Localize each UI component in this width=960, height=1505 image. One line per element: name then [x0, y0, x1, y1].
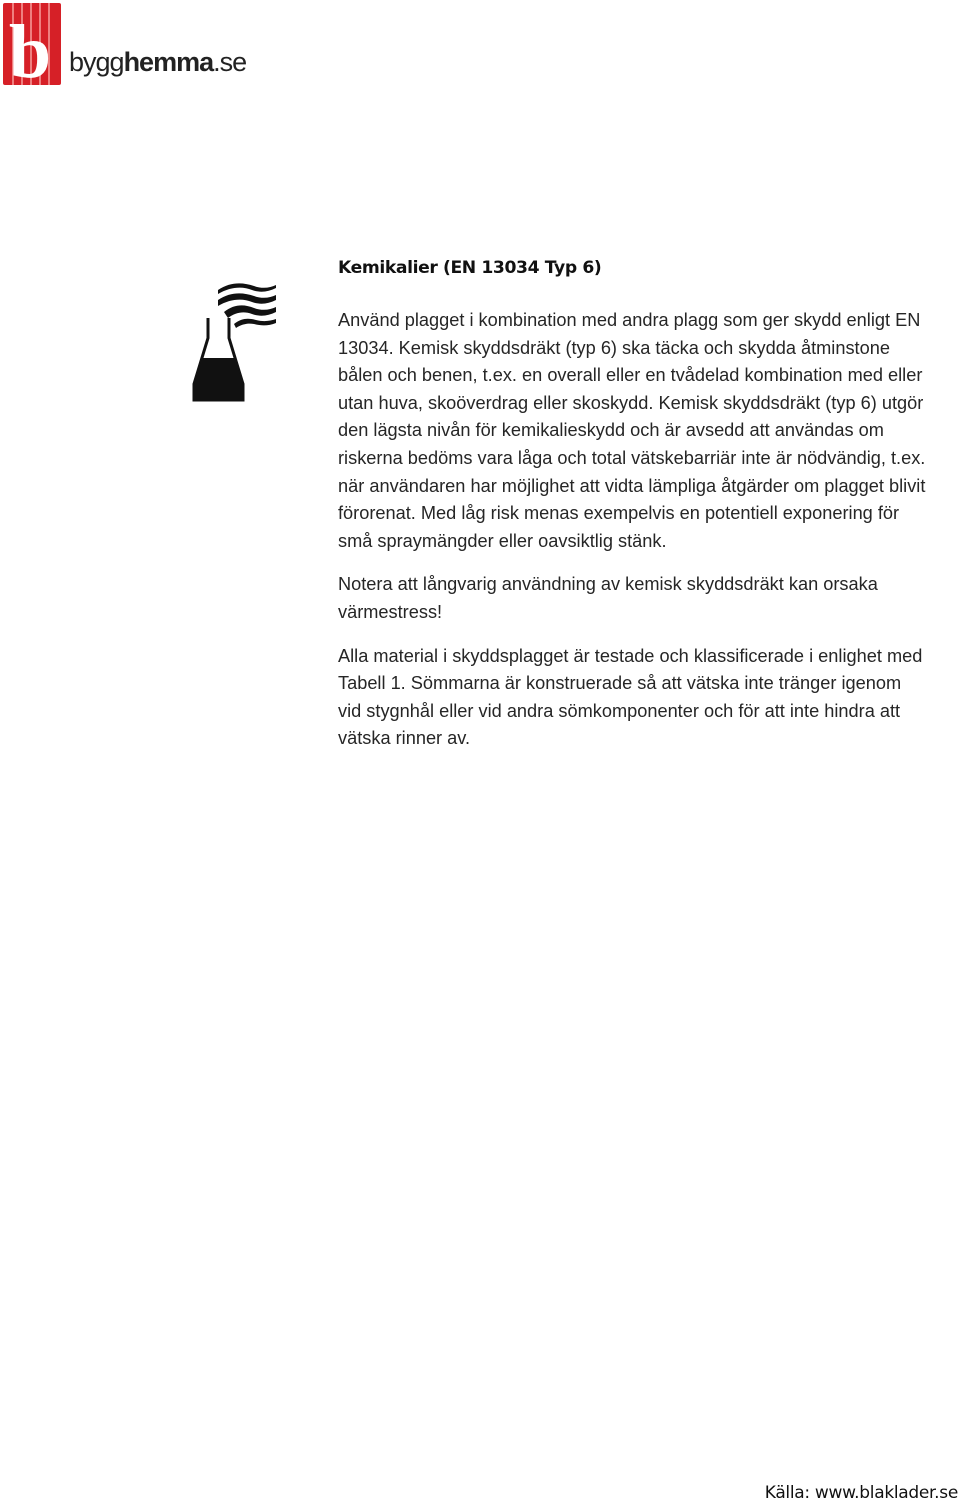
logo-wordmark-bold: hemma [123, 47, 214, 77]
document-body [338, 255, 960, 769]
source-citation: Källa: www.blaklader.se [764, 1483, 958, 1503]
paragraph-materials: Alla material i skyddsplagget är testade och klassificerade i enlighet med Tabell 1. Sömmarna är konstruerade så att vätska inte tränger igenom vid stygnhål eller vid andra sömkomponenter och för att inte hindra att vätska rinner av. [338, 645, 923, 749]
bygghemma-logo [3, 3, 263, 87]
paragraph-intro: Använd plagget i kombination med andra plagg som ger skydd enligt EN 13034. Kemisk skyddsdräkt (typ 6) ska täcka och skydda åtminstone bålen och benen, t.ex. en overall eller en tvådelad kombination med eller utan huva, skoöverdrag eller skoskydd. Kemisk skyddsdräkt (typ 6) utgör den lägsta nivån för kemikalieskydd och är avsedd att användas om riskerna bedöms vara låga och total vätskebarriär inte är nödvändig, t.ex. när användaren har möjlighet att vidta lämpliga åtgärder om plagget blivit förorenat. Med låg risk menas exempelvis en potentiell exponering för små spraymängder eller oavsiktlig stänk. [338, 310, 926, 551]
chemical-splash-flask-icon [190, 276, 282, 404]
logo-wordmark [69, 49, 246, 76]
logo-wordmark-suffix: .se [213, 47, 247, 77]
section-heading: Kemikalier (EN 13034 Typ 6) [338, 258, 602, 278]
logo-wordmark-prefix: bygg [69, 47, 124, 77]
logo-mark-letter: b [8, 10, 52, 85]
bygghemma-logo-mark [3, 3, 61, 85]
paragraph-heat-stress: Notera att långvarig användning av kemisk skyddsdräkt kan orsaka värmestress! [338, 574, 878, 622]
